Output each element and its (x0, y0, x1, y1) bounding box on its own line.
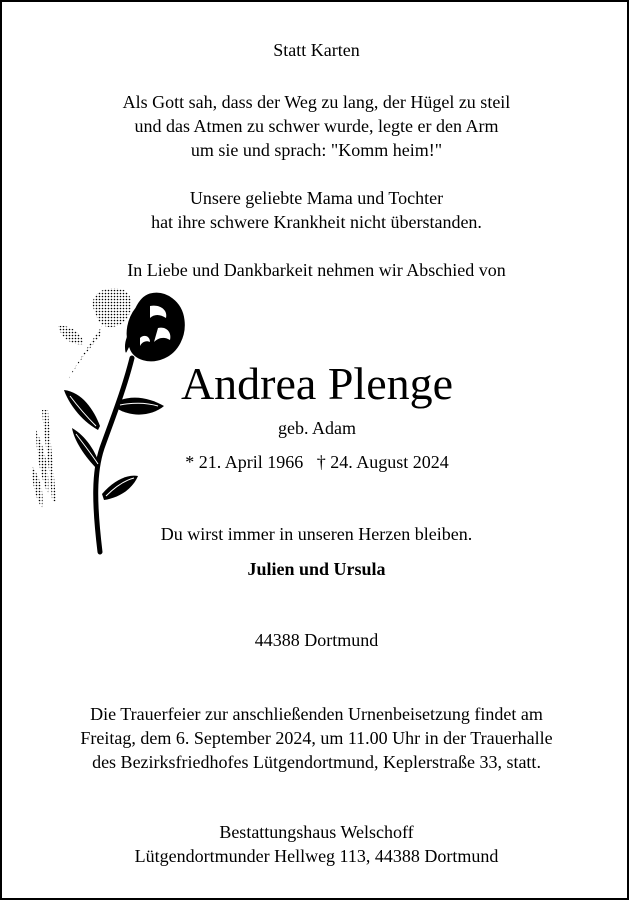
life-dates: * 21. April 1966 † 24. August 2024 (185, 452, 449, 472)
intro-line-2: hat ihre schwere Krankheit nicht überstanden. (151, 212, 482, 232)
intro-line-1: Unsere geliebte Mama und Tochter (189, 188, 444, 208)
service-line-1: Die Trauerfeier zur anschließenden Urnenbeisetzung findet am (90, 704, 543, 724)
maiden-name: geb. Adam (278, 418, 356, 438)
undertaker-line-1: Bestattungshaus Welschoff (219, 822, 414, 842)
deceased-name: Andrea Plenge (180, 358, 454, 409)
header-text: Statt Karten (273, 40, 360, 60)
location-text: 44388 Dortmund (254, 630, 379, 650)
service-line-3: des Bezirksfriedhofes Lütgendortmund, Keplerstraße 33, statt. (92, 752, 541, 772)
service-line-2: Freitag, dem 6. September 2024, um 11.00 Uhr in der Trauerhalle (80, 728, 553, 748)
mourners-text: Julien und Ursula (247, 559, 386, 579)
farewell-text: In Liebe und Dankbarkeit nehmen wir Abschied von (127, 260, 506, 280)
verse-line-1: Als Gott sah, dass der Weg zu lang, der Hügel zu steil (122, 92, 511, 112)
verse-line-3: um sie und sprach: "Komm heim!" (190, 140, 443, 160)
closing-text: Du wirst immer in unseren Herzen bleiben. (160, 524, 473, 544)
verse-line-2: und das Atmen zu schwer wurde, legte er den Arm (134, 116, 499, 136)
undertaker-line-2: Lütgendortmunder Hellweg 113, 44388 Dortmund (134, 846, 499, 866)
